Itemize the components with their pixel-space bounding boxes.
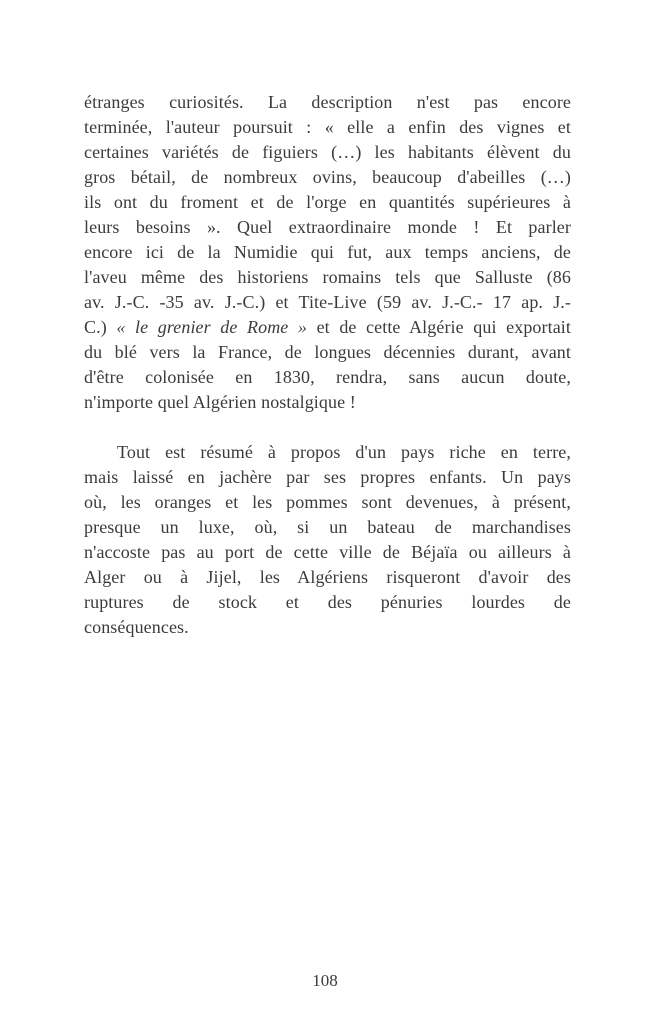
text-line: d'être colonisée en 1830, rendra, sans aucun doute, — [84, 367, 571, 387]
book-page-text-block — [84, 90, 571, 640]
text-line: av. J.-C. -35 av. J.-C.) et Tite-Live (59 av. J.-C.- 17 ap. J.- — [84, 292, 571, 312]
text-line: étranges curiosités. La description n'est pas encore — [84, 92, 571, 112]
text-line: ruptures de stock et des pénuries lourdes de — [84, 592, 571, 612]
text-line: n'importe quel Algérien nostalgique ! — [84, 392, 356, 412]
text-line: l'aveu même des historiens romains tels que Salluste (86 — [84, 267, 571, 287]
text-line: C.) « le grenier de Rome » et de cette Algérie qui exportait — [84, 317, 572, 337]
text-line: presque un luxe, où, si un bateau de marchandises — [84, 517, 571, 537]
text-line: conséquences. — [84, 617, 189, 637]
italic-citation: « le grenier de Rome » — [116, 317, 308, 337]
text-line: du blé vers la France, de longues décennies durant, avant — [84, 342, 571, 362]
text-line: ils ont du froment et de l'orge en quantités supérieures à — [84, 192, 571, 212]
text-line: Alger ou à Jijel, les Algériens risqueront d'avoir des — [84, 567, 571, 587]
body-paragraph-2 — [84, 440, 571, 640]
text-line: mais laissé en jachère par ses propres enfants. Un pays — [84, 467, 571, 487]
text-line: encore ici de la Numidie qui fut, aux temps anciens, de — [84, 242, 571, 262]
text-line: gros bétail, de nombreux ovins, beaucoup d'abeilles (…) — [84, 167, 571, 187]
page-number: 108 — [312, 971, 338, 990]
text-line: n'accoste pas au port de cette ville de Béjaïa ou ailleurs à — [84, 542, 571, 562]
body-paragraph-1 — [84, 90, 571, 415]
text-line: leurs besoins ». Quel extraordinaire monde ! Et parler — [84, 217, 571, 237]
text-line: où, les oranges et les pommes sont devenues, à présent, — [84, 492, 571, 512]
text-line: Tout est résumé à propos d'un pays riche en terre, — [117, 442, 571, 462]
text-line: terminée, l'auteur poursuit : « elle a enfin des vignes et — [84, 117, 571, 137]
text-line: certaines variétés de figuiers (…) les habitants élèvent du — [84, 142, 571, 162]
